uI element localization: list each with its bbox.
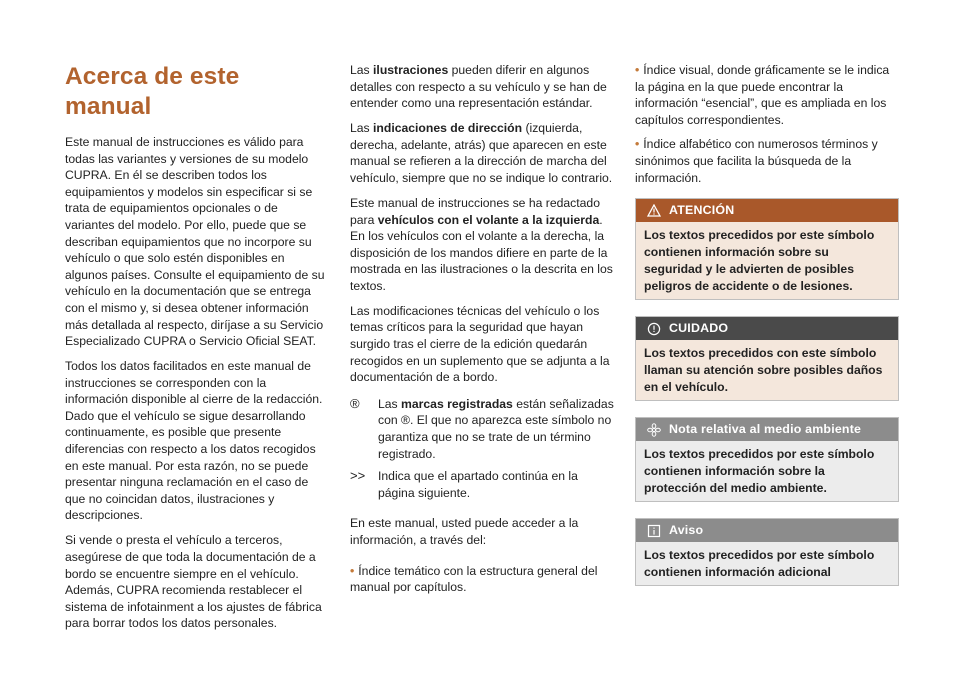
resale-paragraph: Si vende o presta el vehículo a terceros, asegúrese de que toda la documentación de a bordo se encuentre siempre en el vehículo. Además, CUPRA recomienda restablecer el sistema de infotainment a los ajustes de fábrica para borrar todos los datos personales. — [65, 533, 322, 631]
list-item: • Índice alfabético con numerosos términos y sinónimos que facilita la búsqueda de la información. — [635, 137, 878, 185]
bullet-icon: • — [635, 63, 640, 77]
warning-triangle-icon — [645, 204, 663, 217]
warning-box — [635, 198, 899, 300]
caution-box-text: Los textos precedidos con este símbolo llaman su atención sobre posibles daños en el vehículo. — [636, 340, 898, 400]
technical-changes-paragraph: Las modificaciones técnicas del vehículo o los temas críticos para la seguridad que hayan surgido tras el cierre de la edición quedarán recogidos en un suplemento que se adjunta a la documentación de a bordo. — [350, 303, 610, 385]
illustrations-paragraph: Las ilustraciones pueden diferir en algunos detalles con respecto a su vehículo y se han de entender como una representación estándar. — [350, 63, 607, 111]
access-paragraph: En este manual, usted puede acceder a la información, a través del: — [350, 516, 579, 548]
continues-note: >> Indica que el apartado continúa en la página siguiente. — [350, 468, 578, 500]
column-right — [635, 62, 899, 586]
leaf-flower-icon — [645, 423, 663, 437]
list-item: • Índice temático con la estructura general del manual por capítulos. — [350, 563, 598, 595]
registered-icon: ® — [350, 395, 360, 411]
caution-box-header: CUIDADO — [636, 317, 898, 340]
steering-paragraph: Este manual de instrucciones se ha redactado para vehículos con el volante a la izquierda. En los vehículos con el volante a la derecha, la disposición de los mandos difiere en parte de la mostrada en las ilustraciones o la descrita en los textos. — [350, 195, 613, 293]
column-left — [65, 62, 330, 640]
warning-box-header: ATENCIÓN — [636, 199, 898, 222]
warning-box-text: Los textos precedidos por este símbolo contienen información sobre su seguridad y le advierten de posibles peligros de accidente o de lesiones. — [636, 222, 898, 299]
bullet-icon: • — [350, 563, 355, 578]
column-middle — [350, 62, 615, 604]
environment-box — [635, 417, 899, 502]
directions-paragraph: Las indicaciones de dirección (izquierda, derecha, adelante, atrás) que aparecen en este manual se refieren a la dirección de marcha del vehículo, siempre que no se indique lo contrario. — [350, 121, 613, 185]
info-icon — [645, 524, 663, 538]
caution-circle-icon — [645, 322, 663, 336]
note-box-header: Aviso — [636, 519, 898, 542]
bullet-icon: • — [635, 137, 640, 152]
data-validity-paragraph: Todos los datos facilitados en este manual de instrucciones se corresponden con la información disponible al cierre de la redacción. Dado que el vehículo se sigue desarrollando continuamente, es posible que presente diferencias con respecto a los datos recogidos en este manual. Por esta razón, no se puede presentar ninguna reclamación en el caso de que no coincidan datos, ilustraciones y descripciones. — [65, 359, 323, 523]
environment-box-text: Los textos precedidos por este símbolo contienen información sobre la protección del medio ambiente. — [636, 441, 898, 501]
caution-box — [635, 316, 899, 401]
continue-arrows-icon: >> — [350, 468, 366, 484]
note-box — [635, 518, 899, 586]
intro-paragraph: Este manual de instrucciones es válido para todas las variantes y versiones de su modelo CUPRA. En él se describen todos los equipamientos y modelos sin especificar si se trata de equipamientos opcionales o de variantes del modelo. Por ello, puede que se describan equipamientos que no incorpore su vehículo o que solo estén disponibles en algunos países. Consulte el equipamiento de su vehículo en la documentación que se entrega con el mismo y, si desea obtener información más detallada al respecto, diríjase a su Servicio Especializado CUPRA o Servicio Oficial SEAT. — [65, 135, 325, 349]
list-item: • Índice visual, donde gráficamente se le indica la página en la que puede encontrar la información “esencial”, que es ampliada en los capítulos correspondientes. — [635, 63, 890, 127]
registered-trademark-note: ® Las marcas registradas están señalizadas con ®. El que no aparezca este símbolo no garantiza que no se trate de un término registrado. — [350, 395, 614, 461]
note-box-text: Los textos precedidos por este símbolo contienen información adicional — [636, 542, 898, 585]
page-title: Acerca de este manual — [65, 63, 240, 120]
environment-box-header: Nota relativa al medio ambiente — [636, 418, 898, 441]
